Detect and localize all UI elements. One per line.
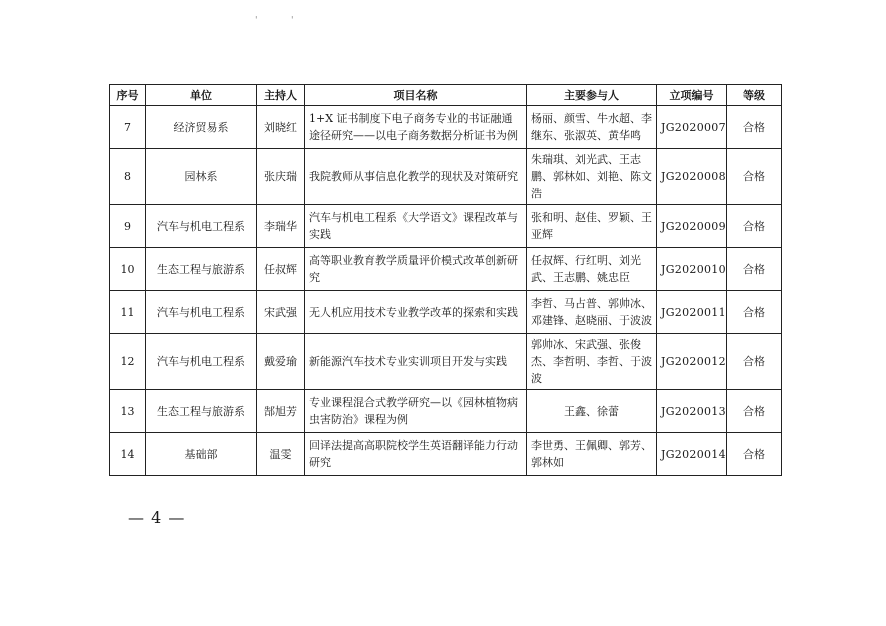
cell-no: 7 <box>110 106 146 149</box>
cell-grade: 合格 <box>727 149 782 205</box>
cell-members: 任叔辉、行红明、刘光武、王志鹏、姚忠臣 <box>527 248 657 291</box>
cell-host: 刘晓红 <box>257 106 305 149</box>
cell-unit: 生态工程与旅游系 <box>146 248 257 291</box>
cell-host: 张庆瑞 <box>257 149 305 205</box>
cell-code: JG2020014 <box>657 433 727 476</box>
table-row <box>110 149 782 205</box>
cell-no: 9 <box>110 205 146 248</box>
cell-code: JG2020013 <box>657 390 727 433</box>
cell-grade: 合格 <box>727 334 782 390</box>
scan-speck: ' <box>291 16 294 26</box>
cell-unit: 汽车与机电工程系 <box>146 205 257 248</box>
table-row <box>110 334 782 390</box>
page-number: — 4 — <box>128 508 186 527</box>
cell-unit: 生态工程与旅游系 <box>146 390 257 433</box>
cell-code: JG2020012 <box>657 334 727 390</box>
cell-members: 李世勇、王佩卿、郭芳、郭林如 <box>527 433 657 476</box>
cell-host: 宋武强 <box>257 291 305 334</box>
header-title: 项目名称 <box>305 85 527 106</box>
header-no: 序号 <box>110 85 146 106</box>
cell-no: 12 <box>110 334 146 390</box>
table-row <box>110 248 782 291</box>
cell-code: JG2020009 <box>657 205 727 248</box>
table-row <box>110 106 782 149</box>
cell-title: 专业课程混合式教学研究—以《园林植物病虫害防治》课程为例 <box>305 390 527 433</box>
cell-title: 无人机应用技术专业教学改革的探索和实践 <box>305 291 527 334</box>
cell-host: 温雯 <box>257 433 305 476</box>
cell-code: JG2020008 <box>657 149 727 205</box>
cell-title: 回译法提高高职院校学生英语翻译能力行动研究 <box>305 433 527 476</box>
cell-unit: 汽车与机电工程系 <box>146 334 257 390</box>
table-row <box>110 390 782 433</box>
cell-members: 张和明、赵佳、罗颖、王亚辉 <box>527 205 657 248</box>
cell-host: 戴爱瑜 <box>257 334 305 390</box>
cell-title: 我院教师从事信息化教学的现状及对策研究 <box>305 149 527 205</box>
cell-members: 王鑫、徐蕾 <box>527 390 657 433</box>
cell-no: 8 <box>110 149 146 205</box>
cell-unit: 经济贸易系 <box>146 106 257 149</box>
cell-members: 李哲、马占普、郭帅冰、邓建锋、赵晓丽、于波波 <box>527 291 657 334</box>
project-table <box>109 84 782 476</box>
cell-members: 郭帅冰、宋武强、张俊杰、李哲明、李哲、于波波 <box>527 334 657 390</box>
header-grade: 等级 <box>727 85 782 106</box>
cell-title: 高等职业教育教学质量评价模式改革创新研究 <box>305 248 527 291</box>
cell-grade: 合格 <box>727 291 782 334</box>
cell-members: 朱瑞琪、刘光武、王志鹏、郭林如、刘艳、陈文浩 <box>527 149 657 205</box>
cell-host: 任叔辉 <box>257 248 305 291</box>
scan-speck: ' <box>255 16 258 26</box>
cell-no: 13 <box>110 390 146 433</box>
table-header-row <box>110 85 782 106</box>
header-host: 主持人 <box>257 85 305 106</box>
cell-members: 杨丽、颜雪、牛水超、李继东、张淑英、黄华鸣 <box>527 106 657 149</box>
cell-grade: 合格 <box>727 433 782 476</box>
cell-grade: 合格 <box>727 205 782 248</box>
table-row <box>110 291 782 334</box>
cell-no: 11 <box>110 291 146 334</box>
cell-grade: 合格 <box>727 390 782 433</box>
header-code: 立项编号 <box>657 85 727 106</box>
cell-code: JG2020011 <box>657 291 727 334</box>
table-row <box>110 433 782 476</box>
cell-title: 汽车与机电工程系《大学语文》课程改革与实践 <box>305 205 527 248</box>
table-row <box>110 205 782 248</box>
cell-grade: 合格 <box>727 248 782 291</box>
cell-unit: 汽车与机电工程系 <box>146 291 257 334</box>
cell-unit: 园林系 <box>146 149 257 205</box>
cell-grade: 合格 <box>727 106 782 149</box>
header-unit: 单位 <box>146 85 257 106</box>
cell-unit: 基础部 <box>146 433 257 476</box>
cell-title: 1+X 证书制度下电子商务专业的书证融通途径研究——以电子商务数据分析证书为例 <box>305 106 527 149</box>
cell-code: JG2020010 <box>657 248 727 291</box>
cell-no: 10 <box>110 248 146 291</box>
cell-title: 新能源汽车技术专业实训项目开发与实践 <box>305 334 527 390</box>
cell-no: 14 <box>110 433 146 476</box>
cell-host: 李瑞华 <box>257 205 305 248</box>
cell-code: JG2020007 <box>657 106 727 149</box>
header-members: 主要参与人 <box>527 85 657 106</box>
cell-host: 郜旭芳 <box>257 390 305 433</box>
